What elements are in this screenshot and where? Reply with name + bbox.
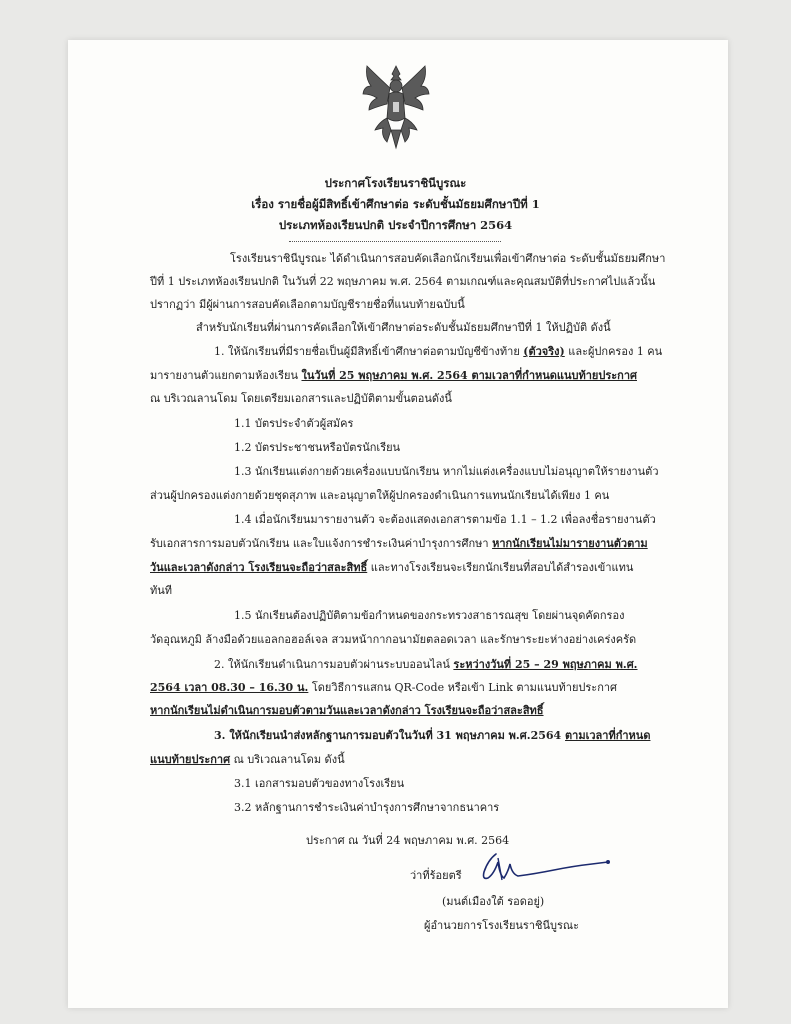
item1-sub-1-3-cont: ส่วนผู้ปกครองแต่งกายด้วยชุดสุภาพ และอนุญาตให้ผู้ปกครองดำเนินการแทนนักเรียนได้เพียง 1 คน xyxy=(150,489,610,502)
item1-sub-1-1: 1.1 บัตรประจำตัวผู้สมัคร xyxy=(234,417,354,430)
item1-sub-1-4: 1.4 เมื่อนักเรียนมารายงานตัว จะต้องแสดงเอกสารตามข้อ 1.1 – 1.2 เพื่อลงชื่อรายงานตัว xyxy=(234,513,656,526)
intro-line: โรงเรียนราชินีบูรณะ ได้ดำเนินการสอบคัดเลือกนักเรียนเพื่อเข้าศึกษาต่อ ระดับชั้นมัธยมศึกษา xyxy=(230,252,666,265)
signature-icon xyxy=(474,850,624,886)
item1-sub-1-2: 1.2 บัตรประชาชนหรือบัตรนักเรียน xyxy=(234,441,401,454)
announcement-title: ประกาศโรงเรียนราชินีบูรณะ xyxy=(324,176,467,190)
item3-line: แนบท้ายประกาศ ณ บริเวณลานโดม ดังนี้ xyxy=(150,753,345,766)
item3-line: 3. ให้นักเรียนนำส่งหลักฐานการมอบตัวในวันที่ 31 พฤษภาคม พ.ศ.2564 ตามเวลาที่กำหนด xyxy=(214,729,651,742)
item1-sub-1-5: 1.5 นักเรียนต้องปฏิบัติตามข้อกำหนดของกระทรวงสาธารณสุข โดยผ่านจุดคัดกรอง xyxy=(234,609,625,622)
item2-line: 2564 เวลา 08.30 – 16.30 น. โดยวิธีการแสกน QR-Code หรือเข้า Link ตามแนบท้ายประกาศ xyxy=(150,681,618,694)
intro-line: ปรากฏว่า มีผู้ผ่านการสอบคัดเลือกตามบัญชีรายชื่อที่แนบท้ายฉบับนี้ xyxy=(150,298,465,311)
item3-sub-3-2: 3.2 หลักฐานการชำระเงินค่าบำรุงการศึกษาจากธนาคาร xyxy=(234,801,500,814)
item2-warning: หากนักเรียนไม่ดำเนินการมอบตัวตามวันและเวลาดังกล่าว โรงเรียนจะถือว่าสละสิทธิ์ xyxy=(150,704,544,717)
signer-rank: ว่าที่ร้อยตรี xyxy=(410,869,462,882)
item1-sub-1-4-cont: ทันที xyxy=(150,584,173,597)
signer-name: (มนต์เมืองใต้ รอดอยู่) xyxy=(442,895,545,908)
signer-position: ผู้อำนวยการโรงเรียนราชินีบูรณะ xyxy=(424,919,580,932)
header-divider xyxy=(289,241,501,242)
item2-line: 2. ให้นักเรียนดำเนินการมอบตัวผ่านระบบออนไลน์ ระหว่างวันที่ 25 – 29 พฤษภาคม พ.ศ. xyxy=(214,658,638,671)
item1-sub-1-4-cont: รับเอกสารการมอบตัวนักเรียน และใบแจ้งการชำระเงินค่าบำรุงการศึกษา หากนักเรียนไม่มารายงานตัวตาม xyxy=(150,537,648,550)
announcement-subject: เรื่อง รายชื่อผู้มีสิทธิ์เข้าศึกษาต่อ ระดับชั้นมัธยมศึกษาปีที่ 1 xyxy=(251,197,540,211)
item1-line: 1. ให้นักเรียนที่มีรายชื่อเป็นผู้มีสิทธิ์เข้าศึกษาต่อตามบัญชีข้างท้าย (ตัวจริง) และผู้ปกครอง 1 คน xyxy=(214,345,663,358)
item3-sub-3-1: 3.1 เอกสารมอบตัวของทางโรงเรียน xyxy=(234,777,405,790)
item1-sub-1-3: 1.3 นักเรียนแต่งกายด้วยเครื่องแบบนักเรียน หากไม่แต่งเครื่องแบบไม่อนุญาตให้รายงานตัว xyxy=(234,465,659,478)
announcement-date: ประกาศ ณ วันที่ 24 พฤษภาคม พ.ศ. 2564 xyxy=(306,834,510,847)
item1-line: มารายงานตัวแยกตามห้องเรียน ในวันที่ 25 พฤษภาคม พ.ศ. 2564 ตามเวลาที่กำหนดแนบท้ายประกาศ xyxy=(150,369,637,382)
announcement-program: ประเภทห้องเรียนปกติ ประจำปีการศึกษา 2564 xyxy=(278,218,513,232)
intro-line: ปีที่ 1 ประเภทห้องเรียนปกติ ในวันที่ 22 พฤษภาคม พ.ศ. 2564 ตามเกณฑ์และคุณสมบัติที่ประกาศไปแล้วนั้น xyxy=(150,275,656,288)
item1-sub-1-5-cont: วัดอุณหภูมิ ล้างมือด้วยแอลกอฮอล์เจล สวมหน้ากากอนามัยตลอดเวลา และรักษาระยะห่างอย่างเคร่งครัด xyxy=(150,633,637,646)
garuda-emblem-icon xyxy=(361,64,431,152)
item1-sub-1-4-cont: วันและเวลาดังกล่าว โรงเรียนจะถือว่าสละสิทธิ์ และทางโรงเรียนจะเรียกนักเรียนที่สอบได้สำรองเข้าแทน xyxy=(150,561,634,574)
item1-line: ณ บริเวณลานโดม โดยเตรียมเอกสารและปฏิบัติตามขั้นตอนดังนี้ xyxy=(150,392,452,405)
intro-line: สำหรับนักเรียนที่ผ่านการคัดเลือกให้เข้าศึกษาต่อระดับชั้นมัธยมศึกษาปีที่ 1 ให้ปฏิบัติ ดังนี้ xyxy=(196,321,611,334)
